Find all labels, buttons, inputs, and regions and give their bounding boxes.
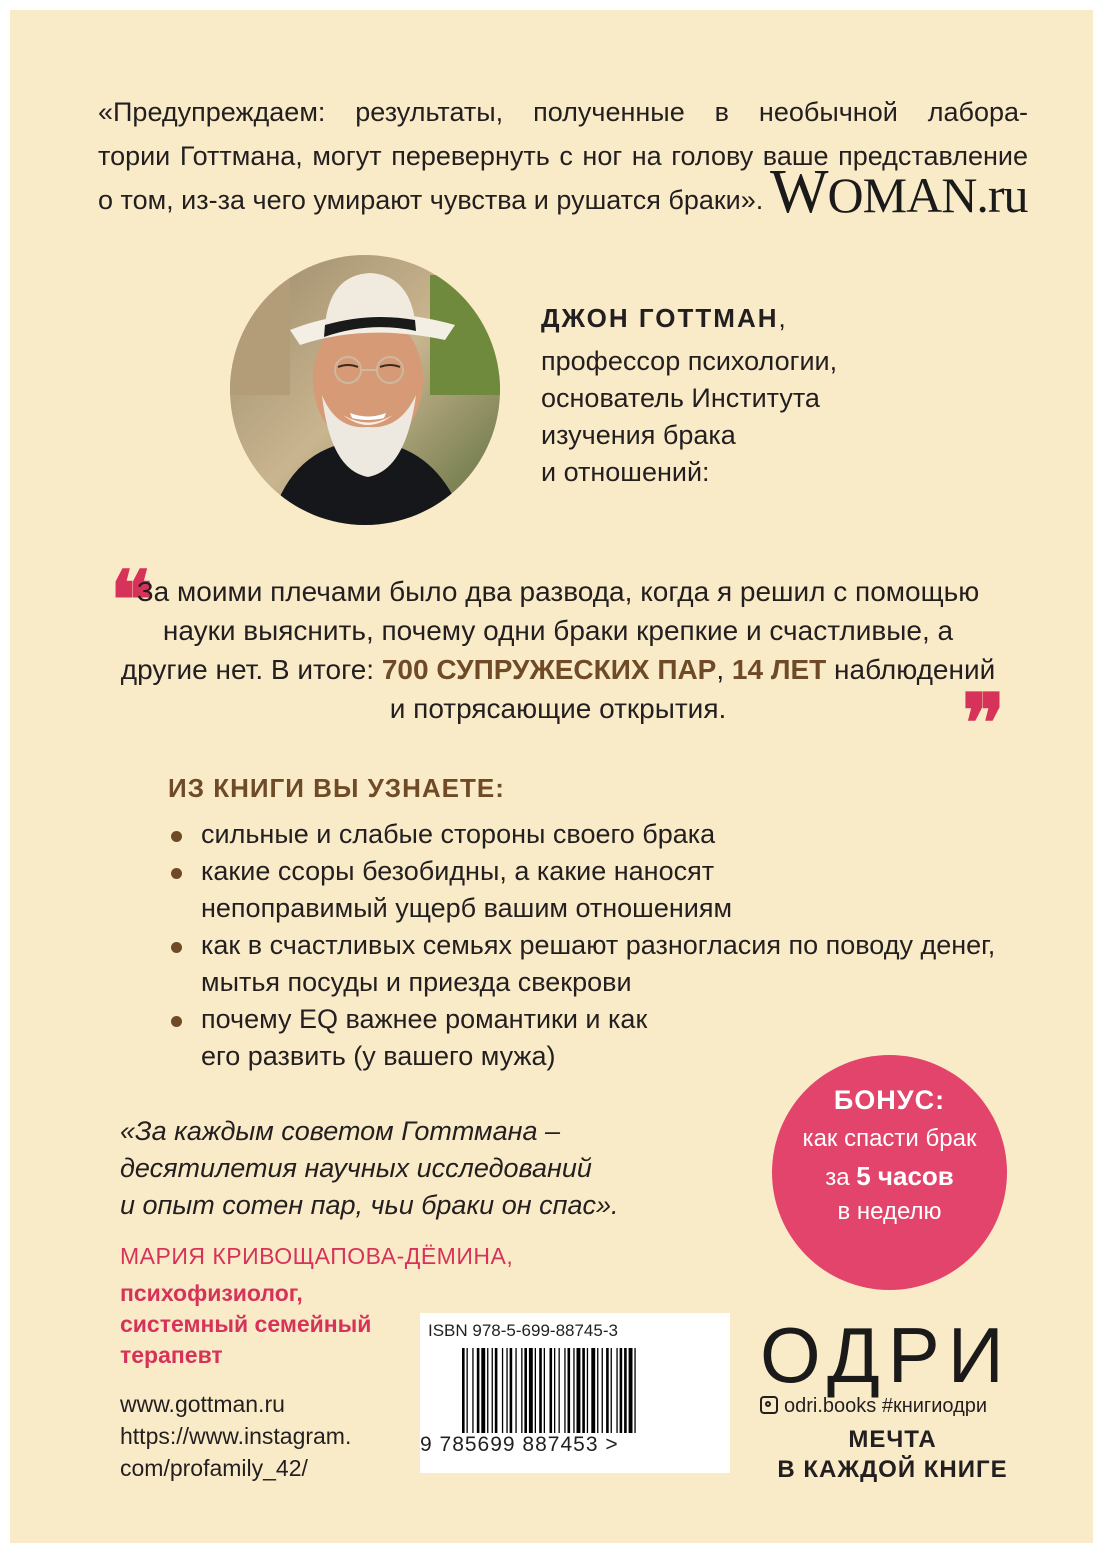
author-title-line: и отношений: — [541, 457, 710, 487]
close-quote-icon: ❞ — [962, 681, 1006, 769]
slogan-line: МЕЧТА — [848, 1426, 937, 1453]
bullet-icon — [171, 831, 182, 842]
list-item: почему EQ важнее романтики и как его развить (у вашего мужа) — [168, 1001, 661, 1075]
bullet-icon — [171, 1016, 182, 1027]
author-title-line: основатель Института — [541, 383, 820, 413]
bullet-icon — [171, 868, 182, 879]
learn-heading: ИЗ КНИГИ ВЫ УЗНАЕТЕ: — [168, 773, 505, 803]
isbn-text: ISBN 978-5-699-88745-3 — [428, 1321, 618, 1340]
publisher-social: odri.books #книгиодри — [760, 1395, 987, 1418]
highlight-years: 14 ЛЕТ — [731, 654, 827, 685]
links — [120, 1388, 351, 1484]
bottom-review-line: десятилетия научных исследований — [120, 1153, 592, 1183]
barcode-bars-icon — [462, 1348, 717, 1436]
list-item: сильные и слабые стороны своего брака — [168, 816, 1028, 853]
bonus-line: как спасти брак — [802, 1125, 977, 1152]
open-quote-icon: ❝ — [110, 558, 154, 646]
reviewer-name: МАРИЯ КРИВОЩАПОВА-ДЁМИНА, — [120, 1243, 514, 1269]
list-item: какие ссоры безобидны, а какие наносят непоправимый ущерб вашим отношениям — [168, 853, 761, 927]
top-review-line: о том, из-за чего умирают чувства и рушатся браки». — [98, 185, 764, 215]
slogan-line: В КАЖДОЙ КНИГЕ — [777, 1456, 1008, 1483]
bonus-badge — [772, 1055, 1007, 1290]
bullet-icon — [171, 942, 182, 953]
reviewer-title-line: психофизиолог, — [120, 1280, 303, 1306]
bonus-line: за 5 часов — [825, 1161, 954, 1191]
reviewer-title — [120, 1278, 420, 1371]
list-item: как в счастливых семьях решают разногласия по поводу денег, мытья посуды и приезда свекрови — [168, 927, 1001, 1001]
bottom-review-line: «За каждым советом Готтмана – — [120, 1116, 560, 1146]
link-text: com/profamily_42/ — [120, 1455, 308, 1481]
author-title-line: профессор психологии, — [541, 346, 838, 376]
publisher-logo: ОДРИ — [760, 1311, 1012, 1399]
link-text: www.gottman.ru — [120, 1391, 285, 1417]
bonus-heading: БОНУС: — [833, 1085, 946, 1115]
link-text: https://www.instagram. — [120, 1423, 352, 1449]
author-photo — [230, 255, 500, 525]
bottom-review — [120, 1113, 640, 1224]
woman-ru-logo: WOMAN.ru — [770, 158, 1028, 226]
top-review-line: «Предупреждаем: результаты, полученные в необычной лабора- — [98, 97, 1028, 127]
author-title-line: изучения брака — [541, 420, 736, 450]
instagram-icon — [760, 1396, 778, 1414]
author-title — [541, 343, 961, 491]
reviewer-title-line: терапевт — [120, 1342, 223, 1368]
barcode-digits: 9 785699 887453 > — [420, 1433, 619, 1456]
back-cover — [10, 10, 1093, 1543]
bottom-review-line: и опыт сотен пар, чьи браки он спас». — [120, 1190, 619, 1220]
reviewer-title-line: системный семейный — [120, 1311, 372, 1337]
highlight-couples: 700 СУПРУЖЕСКИХ ПАР — [381, 654, 717, 685]
bonus-line: в неделю — [837, 1198, 942, 1225]
publisher-slogan — [760, 1425, 1025, 1485]
author-name: ДЖОН ГОТТМАН, — [541, 303, 788, 333]
author-quote: За моими плечами было два развода, когда я решил с помощью науки выяснить, почему одни браки крепкие и счастливые, а другие нет. В итоге: 700 СУПРУЖЕСКИХ ПАР, 14 ЛЕТ наблюдений и потрясающие открытия. — [120, 576, 996, 724]
barcode — [420, 1313, 730, 1473]
learn-list — [168, 816, 1028, 1075]
top-review-line: тории Готтмана, могут перевернуть с ног на голову ваше представление — [98, 141, 1028, 171]
